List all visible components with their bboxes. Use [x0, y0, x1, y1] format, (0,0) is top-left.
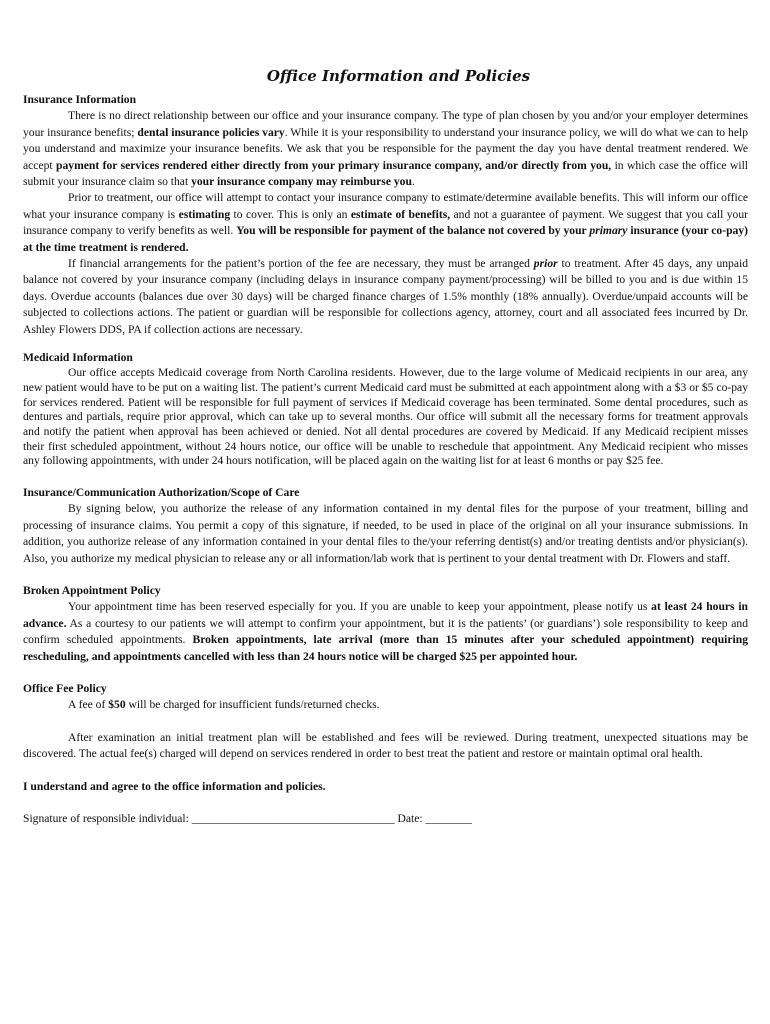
agreement-statement: I understand and agree to the office information and policies.	[23, 779, 326, 793]
bold-run: dental insurance policies vary	[137, 125, 285, 139]
text-run: .	[411, 175, 415, 189]
text-run: A fee of	[68, 698, 109, 712]
insurance-paragraph-1	[23, 108, 748, 190]
bold-run: estimating	[178, 207, 231, 221]
medicaid-section	[23, 350, 748, 469]
medicaid-heading: Medicaid Information	[23, 351, 133, 365]
broken-appointment-section	[23, 583, 748, 665]
signature-line: Signature of responsible individual: ___________________________________ Date: ________	[23, 812, 472, 826]
office-fee-section	[23, 681, 748, 763]
broken-appointment-heading: Broken Appointment Policy	[23, 584, 161, 598]
page-title: Office Information and Policies	[266, 67, 531, 85]
authorization-section	[23, 485, 748, 567]
bold-run: Broken appointments, late arrival (more than 15 minutes after your scheduled appointment) requiring rescheduling, and appointments cancelled with less than 24 hours notice will be charged $25 per appointed hour.	[23, 633, 748, 663]
text-run: There is no direct relationship between our office and your insurance company. The type of plan chosen by you and/or your employer determines your insurance benefits;	[23, 109, 748, 139]
insurance-heading: Insurance Information	[23, 93, 137, 106]
bold-run: insurance (your co-pay) at the time treatment is rendered.	[23, 224, 748, 254]
bold-run: your insurance company may reimburse you	[191, 175, 412, 189]
text-run: . While it is your responsibility to understand your insurance policy, we will do what we can to help you understand and maximize your insurance benefits. We ask that you be responsible for the payment the day you have dental treatment rendered. We accept	[23, 125, 748, 172]
text-run: Your appointment time has been reserved especially for you. If you are unable to keep your appointment, please notify us	[68, 600, 652, 614]
bold-run: $50	[108, 698, 126, 712]
text-run: and not a guarantee of payment. We suggest that you call your insurance company to verify benefits as well.	[23, 207, 748, 238]
office-fee-paragraph-1	[23, 697, 748, 713]
policy-document	[23, 64, 748, 828]
bold-run: payment for services rendered either directly from your primary insurance company, and/or directly from you,	[56, 158, 612, 172]
text-run: to treatment. After 45 days, any unpaid balance not covered by your insurance company (including delays in insurance company payment/processing) will be billed to you and is due within 15 days. Overdue accounts (balances due over 30 days) will be charged finance charges of 1.5% monthly (18% annually). Overdue/unpaid accounts will be subjected to collections actions. The patient or guardian will be responsible for collections agency, attorney, court and all associated fees incurred by Dr. Ashley Flowers DDS, PA if collection actions are necessary.	[23, 257, 749, 336]
bold-run: at least 24 hours in advance.	[23, 600, 748, 630]
office-fee-heading: Office Fee Policy	[23, 682, 107, 696]
bold-italic-run: primary	[589, 224, 628, 238]
text-run: in which case the office will submit your insurance claim so that	[23, 158, 749, 189]
insurance-paragraph-2	[23, 190, 748, 256]
bold-run: estimate of benefits,	[350, 207, 451, 221]
text-run: will be charged for insufficient funds/returned checks.	[125, 698, 380, 712]
insurance-paragraph-3	[23, 256, 748, 338]
authorization-paragraph: By signing below, you authorize the release of any information contained in my dental files for the purpose of your treatment, billing and processing of insurance claims. You permit a copy of this signature, if needed, to be used in place of the original on all your insurance submissions. In addition, you authorize release of any information contained in your dental files to the/your referring dentist(s) and/or treating dentists and/or physician(s). Also, you authorize my medical physician to release any or all information/lab work that is pertinent to your dental treatment with Dr. Flowers and staff.	[23, 502, 748, 565]
text-run: to cover. This is only an	[230, 207, 351, 221]
text-run: As a courtesy to our patients we will attempt to confirm your appointment, but it is the patients’ (or guardians’) sole responsibility to keep and confirm scheduled appointments.	[23, 616, 748, 647]
bold-italic-run: prior	[533, 257, 558, 271]
bold-run: You will be responsible for payment of the balance not covered by your	[236, 224, 590, 238]
office-fee-paragraph-2: After examination an initial treatment plan will be established and fees will be reviewed. During treatment, unexpected situations may be discovered. The actual fee(s) charged will depend on services rendered in order to best treat the patient and restore or maintain optimal oral health.	[23, 730, 748, 761]
medicaid-paragraph: Our office accepts Medicaid coverage from North Carolina residents. However, due to the large volume of Medicaid recipients in our area, any new patient would have to be put on a waiting list. The patient’s current Medicaid card must be submitted at each appointment along with a $3 or $5 co-pay for services rendered. Patient will be responsible for full payment of services if Medicaid coverage has been terminated. Some dental procedures, such as dentures and partials, require prior approval, which can take up to several months. Our office will submit all the necessary forms for treatment approvals and notify the patient when approval has been achieved or denied. Not all dental procedures are covered by Medicaid. If any Medicaid recipient misses their first scheduled appointment, without 24 hours notice, our office will be unable to reschedule that appointment. Any Medicaid recipient who misses any following appointments, with under 24 hours notification, will be placed again on the waiting list for at least 6 months or pay $25 fee.	[23, 366, 748, 468]
text-run: If financial arrangements for the patient’s portion of the fee are necessary, they must be arranged	[68, 257, 534, 271]
broken-appointment-paragraph	[23, 599, 748, 665]
authorization-heading: Insurance/Communication Authorization/Scope of Care	[23, 486, 300, 500]
text-run: Prior to treatment, our office will attempt to contact your insurance company to estimate/determine available benefits. This will inform our office what your insurance company is	[23, 191, 748, 221]
insurance-section	[23, 92, 748, 338]
